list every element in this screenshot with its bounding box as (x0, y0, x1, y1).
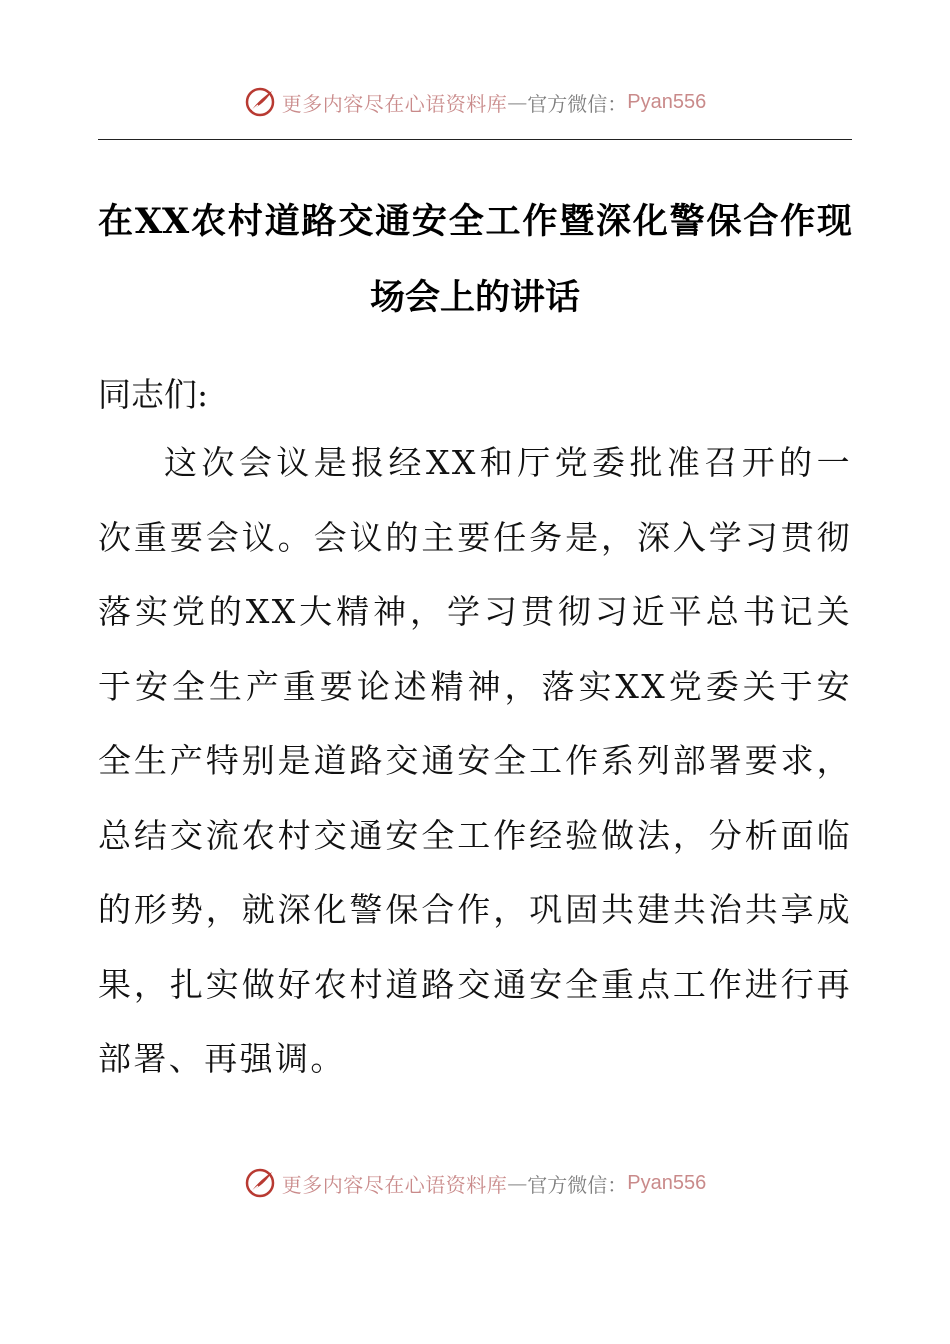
footer-banner-separator: — (507, 1171, 528, 1195)
banner-separator: — (507, 90, 528, 114)
quill-logo-icon (244, 86, 276, 118)
footer-wechat-id: Pyan556 (627, 1171, 707, 1194)
header-banner (0, 82, 950, 122)
footer-banner (0, 1163, 950, 1203)
banner-wechat-label: 官方微信： (527, 91, 628, 116)
quill-logo-icon (244, 1167, 276, 1199)
banner-text: 更多内容尽在心语资料库 (281, 91, 508, 116)
footer-wechat-label: 官方微信： (527, 1172, 628, 1197)
footer-banner-text: 更多内容尽在心语资料库 (281, 1172, 508, 1197)
salutation: 同志们: (98, 375, 209, 414)
banner-wechat-id: Pyan556 (627, 90, 707, 113)
header-divider (98, 139, 852, 140)
body-paragraph: 这次会议是报经XX和厅党委批准召开的一次重要会议。会议的主要任务是，深入学习贯彻落实党的XX大精神，学习贯彻习近平总书记关于安全生产重要论述精神，落实XX党委关于安全生产特别是道路交通安全工作系列部署要求，总结交流农村交通安全工作经验做法，分析面临的形势，就深化警保合作，巩固共建共治共享成果，扎实做好农村道路交通安全重点工作进行再部署、再强调。 (98, 443, 852, 1078)
document-title: 在XX农村道路交通安全工作暨深化警保合作现场会上的讲话 (98, 201, 852, 318)
